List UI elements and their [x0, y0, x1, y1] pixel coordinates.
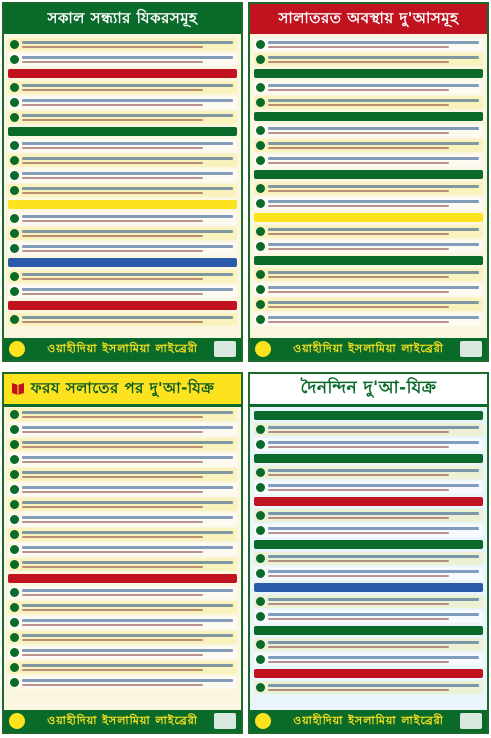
- dua-entry: [254, 124, 483, 137]
- section-heading-bar: [8, 200, 237, 209]
- poster-footer: [250, 338, 487, 360]
- dua-entry: [8, 111, 237, 124]
- poster-salah-duas: [248, 2, 489, 362]
- section-heading-bar: [8, 301, 237, 310]
- section-heading-bar: [8, 258, 237, 267]
- dua-entry: [254, 313, 483, 326]
- dua-entry: [254, 653, 483, 666]
- section-heading-bar: [8, 574, 237, 583]
- dua-entry: [254, 567, 483, 580]
- dua-entry: [8, 212, 237, 225]
- contact-box-icon: [460, 713, 482, 729]
- dua-entry: [254, 481, 483, 494]
- dua-entry: [254, 681, 483, 694]
- section-heading-bar: [254, 497, 483, 506]
- dua-entry: [254, 638, 483, 651]
- poster-after-fard-salah: [2, 372, 243, 734]
- dua-entry: [8, 468, 237, 481]
- poster-body: [8, 408, 237, 708]
- dua-entry: [254, 509, 483, 522]
- poster-body: [254, 38, 483, 336]
- dua-entry: [8, 169, 237, 182]
- poster-footer: [4, 710, 241, 732]
- dua-entry: [254, 81, 483, 94]
- dua-entry: [8, 558, 237, 571]
- library-logo-icon: [9, 713, 25, 729]
- dua-entry: [8, 631, 237, 644]
- section-heading-bar: [8, 69, 237, 78]
- section-heading-bar: [254, 112, 483, 121]
- poster-title: দৈনন্দিন দু'আ-যিক্র: [300, 378, 437, 398]
- section-heading-bar: [254, 626, 483, 635]
- dua-entry: [8, 313, 237, 326]
- dua-entry: [8, 616, 237, 629]
- dua-entry: [8, 38, 237, 51]
- section-heading-bar: [254, 454, 483, 463]
- dua-entry: [8, 184, 237, 197]
- dua-entry: [8, 513, 237, 526]
- dua-entry: [254, 240, 483, 253]
- poster-title: ফরয সলাতের পর দু'আ-যিক্র: [30, 378, 215, 397]
- dua-entry: [8, 453, 237, 466]
- dua-entry: [8, 154, 237, 167]
- dua-entry: [254, 610, 483, 623]
- poster-title: সকাল সন্ধ্যার যিকরসমূহ: [47, 8, 198, 27]
- poster-header: [250, 4, 487, 34]
- dua-entry: [254, 298, 483, 311]
- dua-entry: [254, 466, 483, 479]
- poster-footer: [4, 338, 241, 360]
- dua-entry: [8, 543, 237, 556]
- dua-entry: [8, 438, 237, 451]
- poster-body: [8, 38, 237, 336]
- footer-label: ওয়াহীদিয়া ইসলামিয়া লাইব্রেরী: [293, 341, 444, 355]
- contact-box-icon: [214, 341, 236, 357]
- section-heading-bar: [254, 583, 483, 592]
- dua-entry: [8, 285, 237, 298]
- poster-header: [250, 374, 487, 407]
- dua-entry: [254, 283, 483, 296]
- dua-entry: [8, 528, 237, 541]
- footer-label: ওয়াহীদিয়া ইসলামিয়া লাইব্রেরী: [47, 341, 198, 355]
- dua-entry: [254, 225, 483, 238]
- dua-entry: [8, 601, 237, 614]
- section-heading-bar: [254, 213, 483, 222]
- dua-entry: [254, 524, 483, 537]
- footer-label: ওয়াহীদিয়া ইসলামিয়া লাইব্রেরী: [47, 713, 198, 727]
- dua-entry: [8, 423, 237, 436]
- contact-box-icon: [460, 341, 482, 357]
- section-heading-bar: [254, 69, 483, 78]
- poster-morning-evening-dhikr: [2, 2, 243, 362]
- dua-entry: [8, 227, 237, 240]
- dua-entry: [8, 270, 237, 283]
- dua-entry: [254, 197, 483, 210]
- dua-entry: [254, 552, 483, 565]
- dua-entry: [8, 53, 237, 66]
- section-heading-bar: [254, 669, 483, 678]
- section-heading-bar: [254, 540, 483, 549]
- section-heading-bar: [254, 411, 483, 420]
- dua-entry: [254, 268, 483, 281]
- dua-entry: [8, 242, 237, 255]
- poster-body: [254, 408, 483, 708]
- section-heading-bar: [8, 127, 237, 136]
- dua-entry: [254, 595, 483, 608]
- poster-header: [4, 374, 241, 407]
- dua-entry: [8, 586, 237, 599]
- section-heading-bar: [254, 256, 483, 265]
- library-logo-icon: [9, 341, 25, 357]
- dua-entry: [8, 139, 237, 152]
- poster-footer: [250, 710, 487, 732]
- library-logo-icon: [255, 341, 271, 357]
- quran-book-icon: [10, 380, 26, 396]
- dua-entry: [8, 676, 237, 689]
- section-heading-bar: [254, 170, 483, 179]
- dua-entry: [254, 154, 483, 167]
- dua-entry: [8, 661, 237, 674]
- dua-entry: [8, 81, 237, 94]
- dua-entry: [254, 139, 483, 152]
- dua-entry: [254, 53, 483, 66]
- poster-daily-duas: [248, 372, 489, 734]
- poster-header: [4, 4, 241, 34]
- dua-entry: [254, 96, 483, 109]
- poster-title: সালাতরত অবস্থায় দু'আসমূহ: [278, 8, 459, 27]
- dua-entry: [8, 408, 237, 421]
- dua-entry: [8, 483, 237, 496]
- dua-entry: [8, 646, 237, 659]
- dua-entry: [8, 96, 237, 109]
- library-logo-icon: [255, 713, 271, 729]
- dua-entry: [254, 438, 483, 451]
- dua-entry: [254, 182, 483, 195]
- dua-entry: [8, 498, 237, 511]
- dua-entry: [254, 423, 483, 436]
- footer-label: ওয়াহীদিয়া ইসলামিয়া লাইব্রেরী: [293, 713, 444, 727]
- dua-entry: [254, 38, 483, 51]
- contact-box-icon: [214, 713, 236, 729]
